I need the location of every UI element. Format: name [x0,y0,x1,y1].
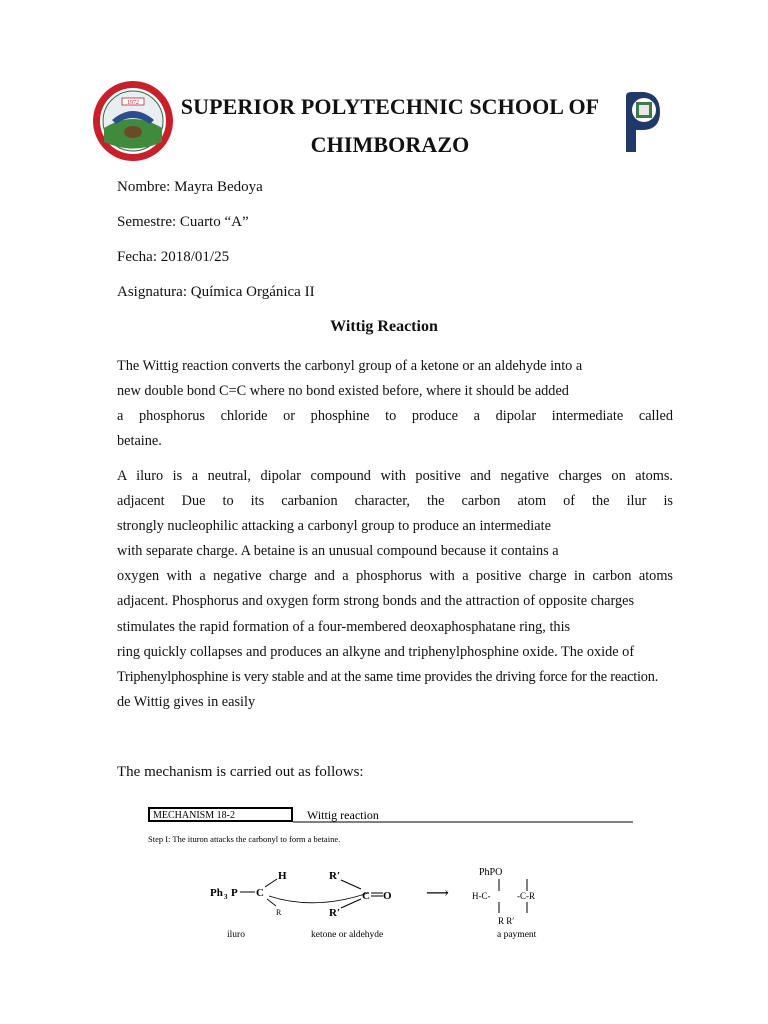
school-title-line1: SUPERIOR POLYTECHNIC SCHOOL OF [180,94,600,119]
paragraph-line: ring quickly collapses and produces an alkyne and triphenylphosphine oxide. The oxide of [117,643,635,660]
paragraph-line: stimulates the rapid formation of a four-membered deoxaphosphatane ring, this [117,618,571,635]
carbonyl-r1: R′ [329,870,341,882]
ylide-p: P [231,887,238,899]
product-right: -C-R [517,891,535,901]
paragraph-line: Triphenylphosphine is very stable and at the same time provides the driving force for the reaction. [117,668,659,685]
info-nombre: Nombre: Mayra Bedoya [117,179,263,195]
ylide-r: R [276,908,282,917]
product-bottom: R R′ [498,916,515,926]
reaction-arrow: ⟶ [426,885,449,902]
info-asignatura: Asignatura: Química Orgánica II [117,284,315,300]
ylide-sub: 3 [224,893,228,901]
paragraph-line: oxygen with a negative charge and a phosphorus with a positive charge in carbon atoms [117,568,673,585]
paragraph-line: The Wittig reaction converts the carbonyl group of a ketone or an aldehyde into a [117,358,583,374]
info-semestre: Semestre: Cuarto “A” [117,214,249,230]
paragraph-line: new double bond C=C where no bond existed before, where it should be added [117,383,569,400]
attack-arrow [269,893,368,903]
paragraph-2 [117,464,673,715]
carbonyl-r2: R′ [329,907,341,919]
paragraph-line: strongly nucleophilic attacking a carbonyl group to produce an intermediate [117,518,551,535]
ylide-ph: Ph [210,887,223,899]
paragraph-line: with separate charge. A betaine is an unusual compound because it contains a [117,543,559,560]
mechanism-title: Wittig reaction [307,808,379,822]
product-top: PhPO [479,867,503,878]
label-product: a payment [497,930,537,940]
label-carbonyl: ketone or aldehyde [311,930,384,940]
paragraph-line: betaine. [117,433,162,450]
info-fecha: Fecha: 2018/01/25 [117,249,230,265]
school-title-line2: CHIMBORAZO [310,132,470,157]
mechanism-step: Step I: The ituron attacks the carbonyl to form a betaine. [148,834,341,844]
ylide-c: C [256,887,264,899]
ylide-h: H [278,870,287,882]
mechanism-figure [145,803,640,953]
paragraph-line: a phosphorus chloride or phosphine to produce a dipolar intermediate called [117,408,673,425]
section-heading: Wittig Reaction [330,318,438,335]
label-ylide: iluro [227,930,245,940]
paragraph-1 [117,354,673,454]
paragraph-line: adjacent Due to its carbanion character, the carbon atom of the ilur is [117,493,673,510]
mechanism-box-label: MECHANISM 18-2 [153,810,235,821]
seal-year: 1972 [127,100,139,106]
paragraph-line: adjacent. Phosphorus and oxygen form strong bonds and the attraction of opposite charges [117,593,635,610]
product-left: H-C- [472,891,491,901]
paragraph-line: A iluro is a neutral, dipolar compound with positive and negative charges on atoms. [117,468,673,484]
paragraph-line: de Wittig gives in easily [117,693,256,710]
mechanism-intro: The mechanism is carried out as follows: [117,764,364,780]
carbonyl-c: C [362,890,370,902]
carbonyl-o: O [383,890,392,902]
